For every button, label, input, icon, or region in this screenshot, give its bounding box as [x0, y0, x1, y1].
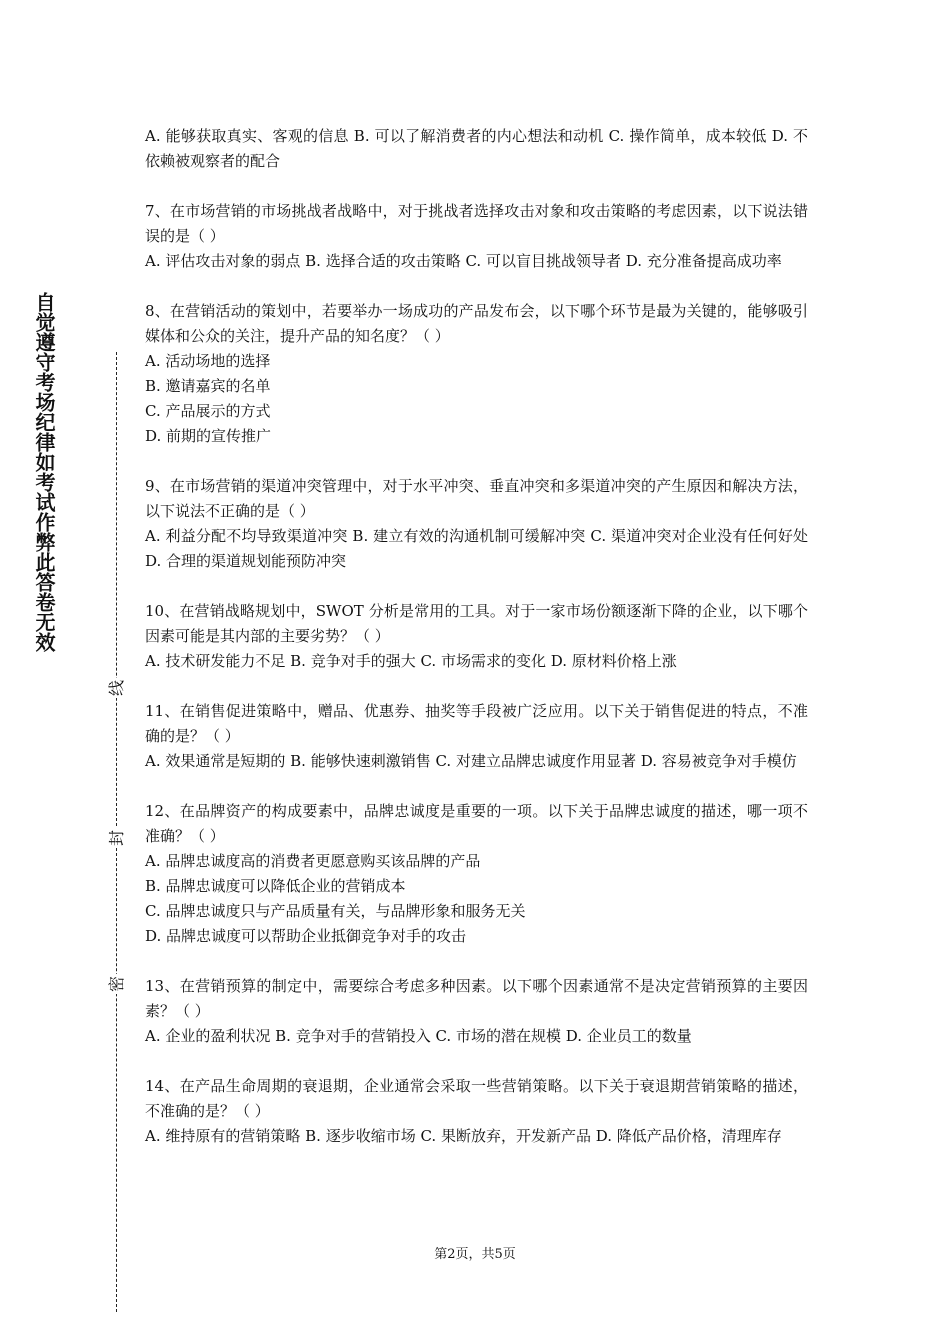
seal-word-seal: 封 [107, 830, 126, 847]
question-stem: 9、在市场营销的渠道冲突管理中，对于水平冲突、垂直冲突和多渠道冲突的产生原因和解决方法，以下说法不正确的是（ ） [145, 477, 808, 520]
question-options: A. 效果通常是短期的 B. 能够快速刺激销售 C. 对建立品牌忠诚度作用显著 D. 容易被竞争对手模仿 [145, 752, 797, 770]
question-options: A. 利益分配不均导致渠道冲突 B. 建立有效的沟通机制可缓解冲突 C. 渠道冲突对企业没有任何好处 D. 合理的渠道规划能预防冲突 [145, 527, 808, 570]
question-stem: 14、在产品生命周期的衰退期，企业通常会采取一些营销策略。以下关于衰退期营销策略的描述，不准确的是？（ ） [145, 1077, 808, 1120]
question-options: A. 评估攻击对象的弱点 B. 选择合适的攻击策略 C. 可以盲目挑战领导者 D. 充分准备提高成功率 [145, 252, 782, 270]
question-stem: 11、在销售促进策略中，赠品、优惠券、抽奖等手段被广泛应用。以下关于销售促进的特点，不准确的是？（ ） [145, 702, 808, 745]
question-stem: 12、在品牌资产的构成要素中，品牌忠诚度是重要的一项。以下关于品牌忠诚度的描述，哪一项不准确？（ ） [145, 802, 808, 845]
question-10 [145, 599, 808, 674]
question-13 [145, 974, 808, 1049]
question-9 [145, 474, 808, 574]
question-11 [145, 699, 808, 774]
option-c: C. 品牌忠诚度只与产品质量有关，与品牌形象和服务无关 [145, 902, 526, 920]
seal-word-line: 线 [107, 680, 126, 697]
option-b: B. 品牌忠诚度可以降低企业的营销成本 [145, 877, 406, 895]
question-options: A. 能够获取真实、客观的信息 B. 可以了解消费者的内心想法和动机 C. 操作简单，成本较低 D. 不依赖被观察者的配合 [145, 127, 808, 170]
question-12 [145, 799, 808, 949]
question-options: A. 技术研发能力不足 B. 竞争对手的强大 C. 市场需求的变化 D. 原材料价格上涨 [145, 652, 677, 670]
option-a: A. 活动场地的选择 [145, 352, 271, 370]
question-7 [145, 199, 808, 274]
question-stem: 8、在营销活动的策划中，若要举办一场成功的产品发布会，以下哪个环节是最为关键的，能够吸引媒体和公众的关注，提升产品的知名度？（ ） [145, 302, 808, 345]
question-8 [145, 299, 808, 449]
exam-discipline-notice: 自觉遵守考场纪律如考试作弊此答卷无效 [32, 292, 56, 652]
question-stem: 7、在市场营销的市场挑战者战略中，对于挑战者选择攻击对象和攻击策略的考虑因素，以下说法错误的是（ ） [145, 202, 808, 245]
seal-word-secret: 密 [107, 976, 126, 993]
question-stem: 13、在营销预算的制定中，需要综合考虑多种因素。以下哪个因素通常不是决定营销预算的主要因素？（ ） [145, 977, 808, 1020]
option-d: D. 前期的宣传推广 [145, 427, 272, 445]
option-c: C. 产品展示的方式 [145, 402, 271, 420]
question-list [145, 124, 808, 1174]
question-continued [145, 124, 808, 174]
page-number: 第2页，共5页 [434, 1247, 516, 1262]
question-14 [145, 1074, 808, 1149]
question-options: A. 维持原有的营销策略 B. 逐步收缩市场 C. 果断放弃，开发新产品 D. 降低产品价格，清理库存 [145, 1127, 782, 1145]
question-stem: 10、在营销战略规划中，SWOT 分析是常用的工具。对于一家市场份额逐渐下降的企业，以下哪个因素可能是其内部的主要劣势？（ ） [145, 602, 808, 645]
option-d: D. 品牌忠诚度可以帮助企业抵御竞争对手的攻击 [145, 927, 467, 945]
option-b: B. 邀请嘉宾的名单 [145, 377, 271, 395]
option-a: A. 品牌忠诚度高的消费者更愿意购买该品牌的产品 [145, 852, 481, 870]
question-options: A. 企业的盈利状况 B. 竞争对手的营销投入 C. 市场的潜在规模 D. 企业员工的数量 [145, 1027, 692, 1045]
